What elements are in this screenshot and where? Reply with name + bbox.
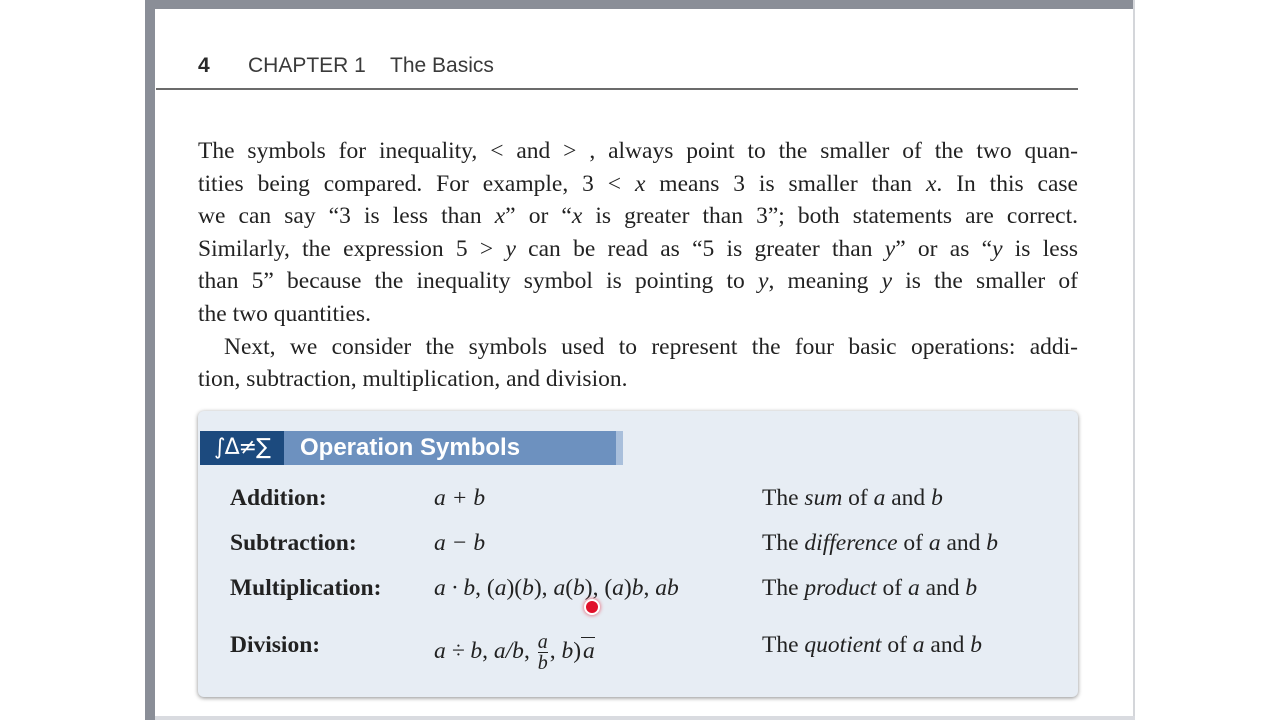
operation-row-subtraction (198, 530, 1078, 570)
operation-description: The quotient of a and b (762, 632, 982, 658)
operation-name: Addition: (230, 485, 327, 511)
operation-expression: a ÷ b, a/b, $\frac{a}{b}$ , b)a (434, 631, 595, 674)
box-title-banner (284, 431, 623, 465)
operation-row-division (198, 632, 1078, 672)
chapter-title: The Basics (390, 54, 494, 77)
header-rule (156, 88, 1078, 90)
page-number: 4 (198, 54, 210, 77)
paragraph-line: we can say “3 is less than x” or “x is greater than 3”; both statements are correct. (198, 203, 1079, 230)
paragraph-line: tion, subtraction, multiplication, and division. (198, 366, 628, 393)
operation-row-multiplication (198, 575, 1078, 615)
viewer-frame-right (1133, 0, 1135, 720)
paragraph-line: Next, we consider the symbols used to represent the four basic operations: addi- (224, 333, 1078, 360)
operation-symbols-box (198, 411, 1078, 697)
operation-expression: a + b (434, 485, 486, 511)
paragraph-line: than 5” because the inequality symbol is pointing to y, meaning y is the smaller of (198, 268, 1079, 295)
pointer-cursor-dot (586, 601, 598, 613)
operation-name: Multiplication: (230, 575, 382, 601)
fraction: $\frac{a}{b}$ (537, 631, 548, 674)
operation-name: Subtraction: (230, 530, 357, 556)
operation-expression: a · b, (a)(b), a(b), (a)b, ab (434, 575, 679, 601)
paragraph-line: tities being compared. For example, 3 < x means 3 is smaller than x. In this case (198, 170, 1078, 197)
chapter-label: CHAPTER 1 (248, 54, 366, 77)
operation-description: The product of a and b (762, 575, 978, 601)
math-symbols-icon: ∫Δ≠∑ (200, 431, 284, 465)
operation-name: Division: (230, 632, 321, 658)
paragraph-line: Similarly, the expression 5 > y can be read as “5 is greater than y” or as “y is less (198, 235, 1078, 262)
box-title: Operation Symbols (300, 434, 521, 461)
operation-row-addition (198, 485, 1078, 525)
operation-description: The sum of a and b (762, 485, 943, 511)
operation-description: The difference of a and b (762, 530, 999, 556)
paragraph-line: the two quantities. (198, 300, 371, 327)
operation-expression: a − b (434, 530, 486, 556)
viewer-frame-bottom (155, 716, 1135, 720)
viewer-frame-top (145, 0, 1135, 9)
body-text (198, 135, 1078, 396)
long-division: b)a (561, 637, 595, 664)
paragraph-line: The symbols for inequality, < and > , always point to the smaller of the two quan- (198, 138, 1078, 164)
viewer-frame-left (145, 0, 155, 720)
